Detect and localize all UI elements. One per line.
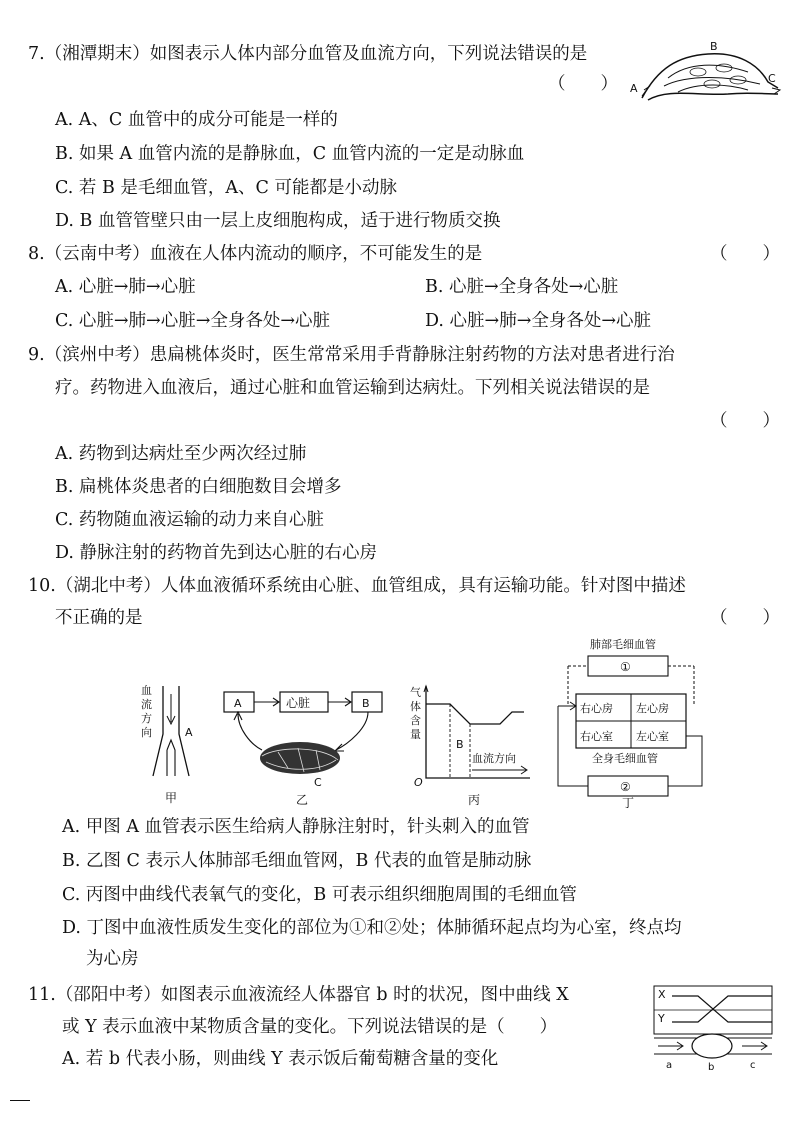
ding-n2: ② <box>620 780 631 794</box>
q9-answer-paren: （ ） <box>710 411 780 431</box>
q10-figure-ding <box>548 636 708 808</box>
svg-text:含: 含 <box>410 714 421 727</box>
q10-figure-jia <box>135 680 205 805</box>
q11-stem-line2: 或 Y 表示血液中某物质含量的变化。下列说法错误的是（ ） <box>62 1017 558 1037</box>
q11-label-x: X <box>658 988 666 1001</box>
q8-option-a: A. 心脏→肺→心脏 <box>55 277 196 297</box>
q7-answer-paren: （ ） <box>548 74 618 94</box>
ding-lung-cap: 肺部毛细血管 <box>590 638 656 651</box>
ding-rv: 右心室 <box>580 730 613 743</box>
jia-label-a: A <box>185 726 193 739</box>
q7-stem: 7.（湘潭期末）如图表示人体内部分血管及血流方向，下列说法错误的是 <box>28 44 588 64</box>
bing-origin: O <box>414 776 423 789</box>
ding-lv: 左心室 <box>636 730 669 743</box>
q9-option-b: B. 扁桃体炎患者的白细胞数目会增多 <box>55 477 342 497</box>
q7-figure <box>628 38 788 108</box>
q11-label-c: c <box>750 1060 756 1071</box>
q11-option-a: A. 若 b 代表小肠，则曲线 Y 表示饭后葡萄糖含量的变化 <box>62 1049 499 1069</box>
q9-option-c: C. 药物随血液运输的动力来自心脏 <box>55 510 324 530</box>
q11-label-y: Y <box>658 1012 665 1025</box>
ding-la: 左心房 <box>636 702 669 715</box>
q11-label-a: a <box>666 1060 673 1071</box>
q10-option-c: C. 丙图中曲线代表氧气的变化，B 可表示组织细胞周围的毛细血管 <box>62 885 577 905</box>
q8-stem: 8.（云南中考）血液在人体内流动的顺序，不可能发生的是 <box>28 244 483 264</box>
q10-option-d-line1: D. 丁图中血液性质发生变化的部位为①和②处；体肺循环起点均为心室，终点均 <box>62 918 682 938</box>
q8-option-b: B. 心脏→全身各处→心脏 <box>425 277 619 297</box>
bing-caption: 丙 <box>468 793 481 806</box>
q10-stem-line2: 不正确的是 <box>55 608 143 628</box>
q10-figure-bing <box>408 682 533 806</box>
svg-text:向: 向 <box>141 726 152 739</box>
yi-caption: 乙 <box>296 793 309 806</box>
q9-option-d: D. 静脉注射的药物首先到达心脏的右心房 <box>55 543 378 563</box>
svg-text:气: 气 <box>410 686 421 699</box>
yi-label-a: A <box>234 697 242 710</box>
q10-option-a: A. 甲图 A 血管表示医生给病人静脉注射时，针头刺入的血管 <box>62 817 530 837</box>
q11-label-b: b <box>708 1062 715 1072</box>
yi-label-b: B <box>362 697 370 710</box>
jia-caption: 甲 <box>165 791 178 805</box>
yi-label-heart: 心脏 <box>286 696 311 710</box>
svg-text:体: 体 <box>410 700 421 713</box>
q8-option-c: C. 心脏→肺→心脏→全身各处→心脏 <box>55 311 331 331</box>
q7-option-c: C. 若 B 是毛细血管，A、C 可能都是小动脉 <box>55 178 397 198</box>
q11-figure <box>648 982 778 1072</box>
q10-option-b: B. 乙图 C 表示人体肺部毛细血管网，B 代表的血管是肺动脉 <box>62 851 532 871</box>
ding-caption: 丁 <box>622 796 635 808</box>
q7-option-a: A. A、C 血管中的成分可能是一样的 <box>55 110 338 130</box>
page-edge-mark <box>10 1100 30 1101</box>
q9-stem-line2: 疗。药物进入血液后，通过心脏和血管运输到达病灶。下列相关说法错误的是 <box>55 378 650 398</box>
jia-ylabel-1: 血 <box>141 684 152 697</box>
ding-body-cap: 全身毛细血管 <box>592 752 658 765</box>
q7-label-c: C <box>768 72 776 85</box>
svg-text:流: 流 <box>141 698 152 711</box>
q10-option-d-line2: 为心房 <box>86 949 139 969</box>
svg-text:量: 量 <box>410 728 421 741</box>
q9-stem-line1: 9.（滨州中考）患扁桃体炎时，医生常常采用手背静脉注射药物的方法对患者进行治 <box>28 345 675 365</box>
q11-stem-line1: 11.（邵阳中考）如图表示血液流经人体器官 b 时的状况，图中曲线 X <box>28 985 569 1005</box>
bing-label-b: B <box>456 738 464 751</box>
q7-option-b: B. 如果 A 血管内流的是静脉血，C 血管内流的一定是动脉血 <box>55 144 525 164</box>
q9-option-a: A. 药物到达病灶至少两次经过肺 <box>55 444 307 464</box>
yi-label-c: C <box>314 776 322 789</box>
q8-answer-paren: （ ） <box>710 244 780 264</box>
q10-stem-line1: 10.（湖北中考）人体血液循环系统由心脏、血管组成，具有运输功能。针对图中描述 <box>28 576 686 596</box>
bing-xlabel: 血流方向 <box>472 752 516 765</box>
ding-n1: ① <box>620 660 631 674</box>
q7-label-a: A <box>630 82 638 95</box>
q10-answer-paren: （ ） <box>710 608 780 628</box>
svg-text:方: 方 <box>141 712 152 725</box>
q10-figure-yi <box>218 688 388 806</box>
ding-ra: 右心房 <box>580 702 613 715</box>
q7-option-d: D. B 血管管壁只由一层上皮细胞构成，适于进行物质交换 <box>55 211 501 231</box>
q7-label-b: B <box>710 40 718 53</box>
q8-option-d: D. 心脏→肺→全身各处→心脏 <box>425 311 652 331</box>
